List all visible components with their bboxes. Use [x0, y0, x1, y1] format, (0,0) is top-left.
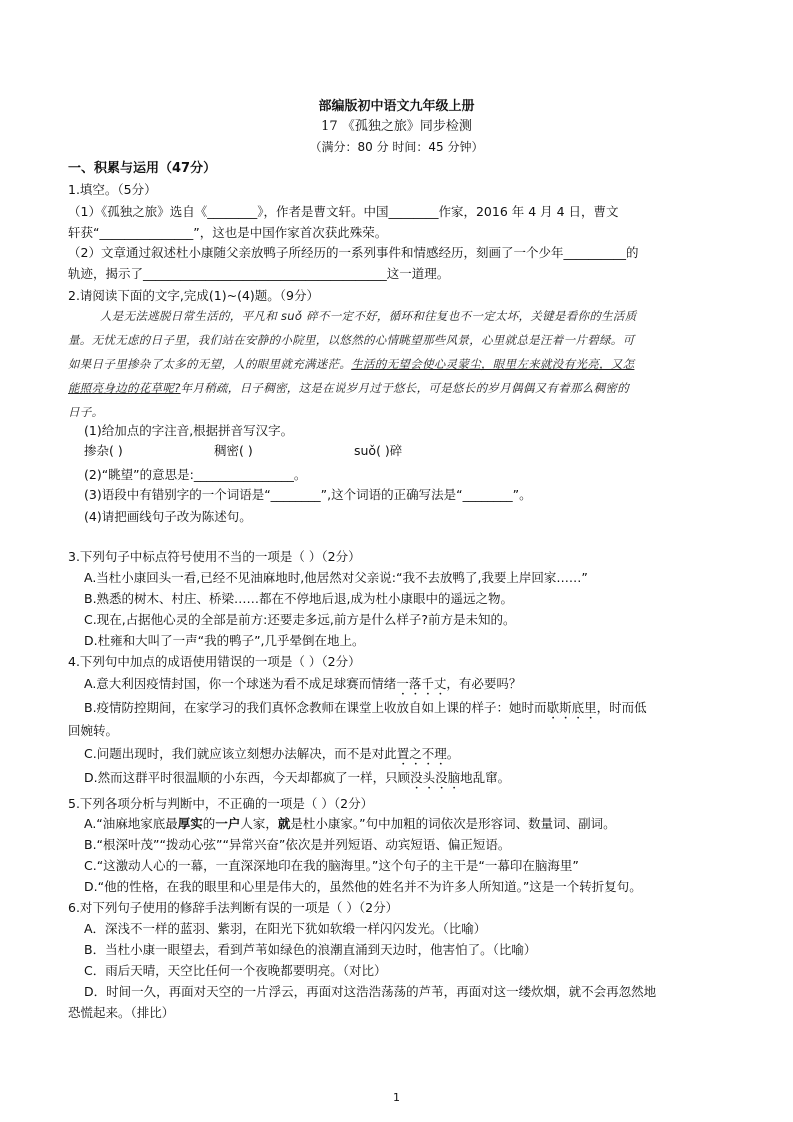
option-text: 人家，	[240, 816, 278, 831]
section-heading: 一、积累与运用（47分）	[68, 161, 217, 176]
option-text: 的	[202, 816, 216, 831]
passage-text: 如果日子里掺杂了太多的无望，人的眼里就充满迷茫。	[68, 357, 352, 371]
option-text: B.疫情防控期间，在家学习的我们真怀念教师在课堂上收放自如上课的样子：她时而	[84, 700, 547, 715]
option-text: D.然而这群平时很温顺的小东西，今天却都疯了一样，只顾	[84, 770, 411, 785]
q2-sub1-item: suǒ( )碎	[354, 443, 403, 458]
option-text: A.意大利因疫情封国，你一个球迷为看不成足球赛而情绪	[84, 676, 397, 691]
q6-option-b: B．当杜小康一眼望去，看到芦苇如绿色的浪潮直涌到天边时，他害怕了。（比喻）	[84, 942, 537, 957]
q5-option-a	[84, 815, 616, 833]
option-text: A.“油麻地家底最	[84, 816, 178, 831]
bold-word: 厚实	[177, 816, 203, 831]
doc-subtitle: 17 《孤独之旅》同步检测	[321, 119, 472, 134]
q3-option-c: C.现在,占据他心灵的全部是前方:还要走多远,前方是什么样子?前方是未知的。	[84, 612, 516, 627]
q3-option-d: D.杜雍和大叫了一声“我的鸭子”,几乎晕倒在地上。	[84, 633, 365, 648]
q1-stem: 1.填空。（5分）	[68, 182, 157, 197]
passage-line: 人是无法逃脱日常生活的，平凡和 suǒ 碎不一定不好，循环和往复也不一定太坏，关键是看你的生活质	[100, 309, 637, 323]
dotted-idiom: 歇斯底里	[546, 700, 597, 715]
dotted-idiom: 一落千丈	[396, 676, 447, 691]
q5-option-b: B.“根深叶茂”“拨动心弦”“异常兴奋”依次是并列短语、动宾短语、偏正短语。	[84, 837, 511, 852]
q6-option-a: A．深浅不一样的蓝羽、紫羽，在阳光下犹如软缎一样闪闪发光。（比喻）	[84, 921, 487, 936]
passage-line: 日子。	[68, 405, 104, 419]
q1-line: 轩获“_______________”，这也是中国作家首次获此殊荣。	[68, 225, 388, 240]
q4-option-b-cont: 回婉转。	[68, 723, 119, 738]
q5-option-c: C.“这激动人心的一幕，一直深深地印在我的脑海里。”这个句子的主干是“一幕印在脑海里”	[84, 858, 579, 873]
q2-sub1: (1)给加点的字注音,根据拼音写汉字。	[84, 423, 294, 438]
q3-option-a: A.当杜小康回头一看,已经不见油麻地时,他居然对父亲说:“我不去放鸭了,我要上岸回家……”	[84, 570, 588, 585]
underlined-sentence: 生活的无望会使心灵蒙尘，眼里左来就没有光亮，又怎	[351, 357, 635, 371]
q4-option-a	[84, 675, 521, 698]
q6-stem: 6.对下列句子使用的修辞手法判断有误的一项是（ ）（2分）	[68, 900, 399, 915]
q2-sub2: (2)“眺望”的意思是:________________。	[84, 467, 307, 482]
bold-word: 一户	[215, 816, 241, 831]
q4-option-b	[84, 699, 647, 722]
option-text: ，有必要吗？	[446, 676, 522, 691]
option-text: 。	[446, 746, 460, 761]
underlined-sentence: 能照亮身边的花草呢?	[68, 381, 181, 395]
dotted-idiom: 置之不理	[396, 746, 447, 761]
q4-option-d	[84, 769, 510, 792]
bold-word: 就	[277, 816, 291, 831]
doc-score-time: （满分：80 分 时间：45 分钟）	[309, 140, 484, 154]
q1-line: （1）《孤独之旅》选自《________》，作者是曹文轩。中国________作家，2016 年 4 月 4 日，曹文	[68, 204, 619, 219]
q6-option-d: D．时间一久，再面对天空的一片浮云，再面对这浩浩荡荡的芦苇，再面对这一缕炊烟，就不会再忽然地	[84, 984, 657, 999]
q3-option-b: B.熟悉的树木、村庄、桥梁……都在不停地后退,成为杜小康眼中的遥远之物。	[84, 591, 514, 606]
passage-text: 年月稍疏，日子稠密，这是在说岁月过于悠长，可是悠长的岁月偶偶又有着那么稠密的	[180, 381, 630, 395]
option-text: 地乱窜。	[460, 770, 511, 785]
q4-option-c	[84, 745, 459, 768]
q5-option-d: D.“他的性格，在我的眼里和心里是伟大的，虽然他的姓名并不为许多人所知道。”这是一个转折复句。	[84, 879, 642, 894]
q2-stem: 2.请阅读下面的文字,完成(1)~(4)题。（9分）	[68, 288, 319, 303]
q6-option-c: C．雨后天晴，天空比任何一个夜晚都要明亮。（对比）	[84, 963, 387, 978]
option-text: 是杜小康家。”句中加粗的词依次是形容词、数量词、副词。	[290, 816, 616, 831]
dotted-idiom: 没头没脑	[410, 770, 461, 785]
q3-stem: 3.下列句子中标点符号使用不当的一项是（ ）（2分）	[68, 549, 361, 564]
passage-line: 量。无忧无虑的日子里，我们站在安静的小院里，以悠然的心情眺望那些风景，心里就总是汪着一片碧绿。可	[68, 333, 635, 347]
q6-option-d-cont: 恐慌起来。（排比）	[68, 1005, 175, 1020]
page-number: 1	[393, 1091, 400, 1104]
q5-stem: 5.下列各项分析与判断中，不正确的一项是（ ）（2分）	[68, 796, 374, 811]
option-text: C.问题出现时，我们就应该立刻想办法解决，而不是对此	[84, 746, 397, 761]
doc-title: 部编版初中语文九年级上册	[318, 99, 475, 114]
passage-line	[68, 379, 629, 397]
q4-stem: 4.下列句中加点的成语使用错误的一项是（ ）（2分）	[68, 654, 361, 669]
q2-sub3: (3)语段中有错别字的一个词语是“________”,这个词语的正确写法是“________”。	[84, 487, 532, 502]
q1-line: （2）文章通过叙述杜小康随父亲放鸭子所经历的一系列事件和情感经历，刻画了一个少年__________的	[68, 245, 639, 260]
option-text: ，时而低	[596, 700, 647, 715]
passage-line	[68, 355, 634, 373]
q1-line: 轨迹，揭示了_______________________________________这一道理。	[68, 266, 450, 281]
q2-sub4: (4)请把画线句子改为陈述句。	[84, 509, 252, 524]
q2-sub1-item: 稠密( )	[214, 443, 253, 458]
q2-sub1-item: 掺杂( )	[84, 443, 123, 458]
